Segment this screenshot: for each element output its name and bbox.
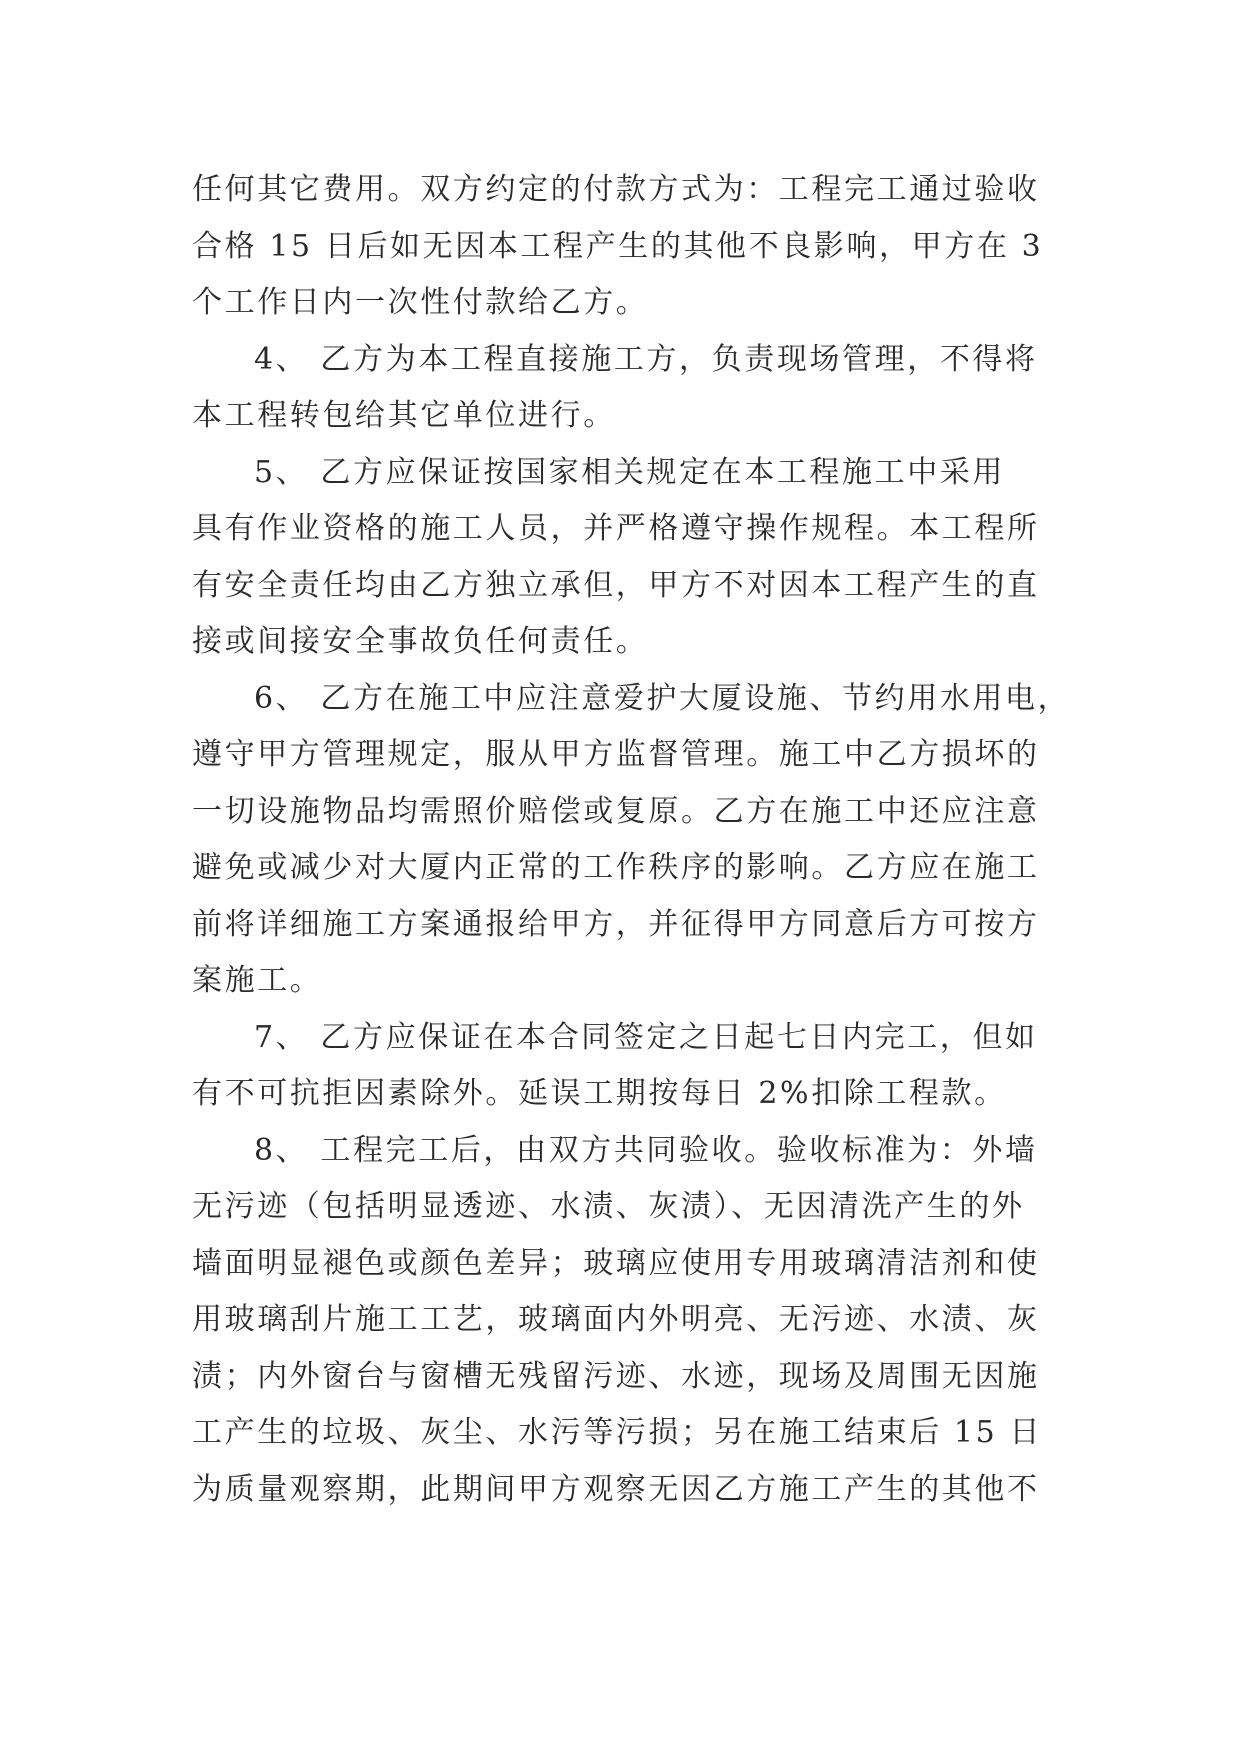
text-line: 一切设施物品均需照价赔偿或复原。乙方在施工中还应注意 bbox=[192, 793, 1040, 829]
text-line: 无污迹（包括明显透迹、水渍、灰渍）、无因清洗产生的外 bbox=[192, 1189, 1025, 1224]
text-line: 墙面明显褪色或颜色差异；玻璃应使用专用玻璃清洁剂和使 bbox=[192, 1245, 1040, 1281]
text-line: 有不可抗拒因素除外。延误工期按每日 2%扣除工程款。 bbox=[192, 1076, 1007, 1111]
clause-5-start: 5、 乙方应保证按国家相关规定在本工程施工中采用 bbox=[254, 454, 1006, 490]
text-line: 任何其它费用。双方约定的付款方式为：工程完工通过验收 bbox=[192, 172, 1040, 207]
text-line: 具有作业资格的施工人员，并严格遵守操作规程。本工程所 bbox=[192, 511, 1040, 546]
text-line: 前将详细施工方案通报给甲方，并征得甲方同意后方可按方 bbox=[192, 906, 1040, 942]
text-line: 为质量观察期，此期间甲方观察无因乙方施工产生的其他不 bbox=[192, 1471, 1040, 1507]
document-body bbox=[192, 162, 1071, 1518]
text-line: 有安全责任均由乙方独立承但，甲方不对因本工程产生的直 bbox=[192, 567, 1040, 603]
clause-7-start: 7、 乙方应保证在本合同签定之日起七日内完工，但如 bbox=[254, 1019, 1038, 1055]
text-line: 合格 15 日后如无因本工程产生的其他不良影响，甲方在 3 bbox=[192, 228, 1044, 264]
text-line: 遵守甲方管理规定，服从甲方监督管理。施工中乙方损坏的 bbox=[192, 737, 1040, 772]
text-line: 用玻璃刮片施工工艺，玻璃面内外明亮、无污迹、水渍、灰 bbox=[192, 1302, 1040, 1337]
text-line: 工产生的垃圾、灰尘、水污等污损；另在施工结束后 15 日 bbox=[192, 1415, 1043, 1450]
clause-8-start: 8、 工程完工后，由双方共同验收。验收标准为：外墙 bbox=[254, 1132, 1038, 1168]
text-line: 案施工。 bbox=[192, 963, 323, 998]
text-line: 个工作日内一次性付款给乙方。 bbox=[192, 285, 649, 320]
text-line: 接或间接安全事故负任何责任。 bbox=[192, 624, 649, 659]
text-line: 渍；内外窗台与窗槽无残留污迹、水迹，现场及周围无因施 bbox=[192, 1358, 1040, 1394]
clause-6-start: 6、 乙方在施工中应注意爱护大厦设施、节约用水用电， bbox=[254, 680, 1071, 716]
clause-4-start: 4、 乙方为本工程直接施工方，负责现场管理，不得将 bbox=[254, 341, 1038, 377]
text-line: 本工程转包给其它单位进行。 bbox=[192, 398, 616, 433]
text-line: 避免或减少对大厦内正常的工作秩序的影响。乙方应在施工 bbox=[192, 850, 1040, 885]
